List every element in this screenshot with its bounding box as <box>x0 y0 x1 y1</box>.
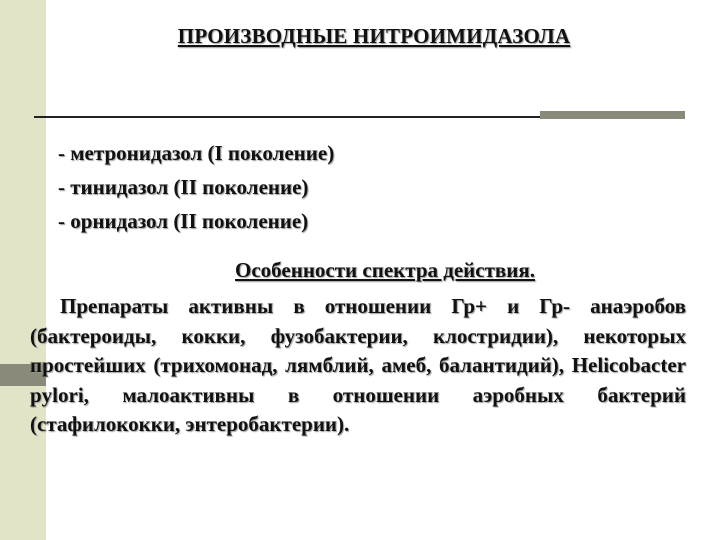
slide-title: ПРОИЗВОДНЫЕ НИТРОИМИДАЗОЛА <box>177 24 571 48</box>
section-heading: Особенности спектра действия. <box>235 258 535 282</box>
drug-list <box>58 136 334 238</box>
drug-list-item: - орнидазол (II поколение) <box>58 209 309 233</box>
drug-list-item: - метронидазол (I поколение) <box>58 141 335 165</box>
divider-accent-block <box>540 111 685 119</box>
drug-list-item: - тинидазол (II поколение) <box>58 175 309 199</box>
body-paragraph: Препараты активны в отношении Гр+ и Гр- анаэробов (бактероиды, кокки, фузобактерии, клостридии), некоторых простейших (трихомонад, лямблий, амеб, балантидий), Helicobacter pylori, малоактивны в отношении аэробных бактерий (стафилококки, энтеробактерии). <box>30 294 686 436</box>
